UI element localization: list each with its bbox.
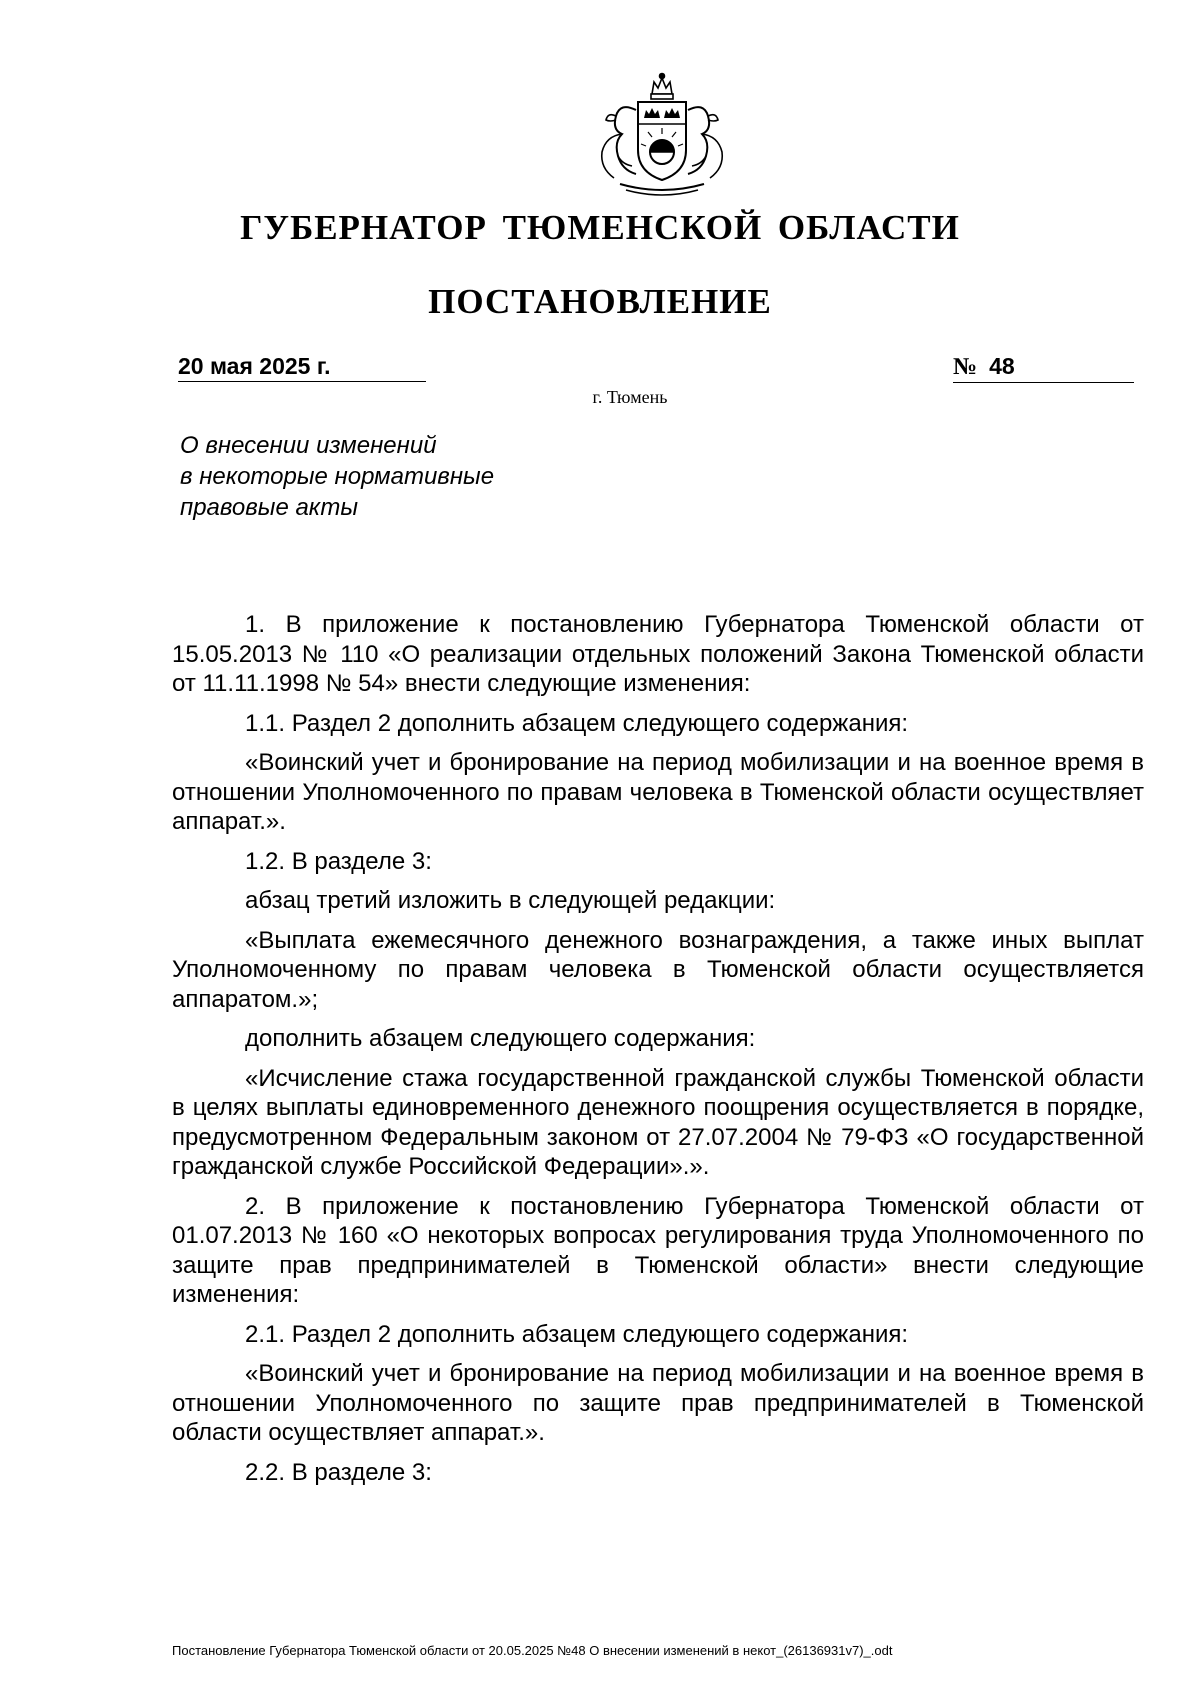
body-paragraph: 1.1. Раздел 2 дополнить абзацем следующего содержания: [245,709,909,737]
body-paragraph: «Выплата ежемесячного денежного вознаграждения, а также иных выплат Уполномоченному по правам человека в Тюменской области осуществляется аппаратом.»; [172,926,1144,1013]
body-paragraph: 2. В приложение к постановлению Губернатора Тюменской области от 01.07.2013 № 160 «О некоторых вопросах регулирования труда Уполномоченного по защите прав предпринимателей в Тюменской области» внести следующие изменения: [172,1192,1144,1308]
document-type: ПОСТАНОВЛЕНИЕ [428,282,772,321]
body-paragraph: «Исчисление стажа государственной гражданской службы Тюменской области в целях выплаты единовременного денежного поощрения осуществляется в порядке, предусмотренном Федеральным законом от 27.07.2004 № 79-ФЗ «О государственной гражданской службе Российской Федерации».». [172,1064,1144,1180]
file-footer: Постановление Губернатора Тюменской области от 20.05.2025 №48 О внесении изменений в некот_(26136931v7)_.odt [172,1643,893,1658]
subject-line: в некоторые нормативные [180,463,495,490]
body-paragraph: «Воинский учет и бронирование на период мобилизации и на военное время в отношении Уполномоченного по правам человека в Тюменской области осуществляет аппарат.». [172,749,1144,835]
number-sign: № [953,354,978,380]
body-paragraph: абзац третий изложить в следующей редакции: [245,887,776,914]
body-paragraph: 2.1. Раздел 2 дополнить абзацем следующего содержания: [245,1320,909,1348]
coat-of-arms-icon [592,72,732,200]
body-paragraph: 1. В приложение к постановлению Губернатора Тюменской области от 15.05.2013 № 110 «О реализации отдельных положений Закона Тюменской области от 11.11.1998 № 54» внести следующие изменения: [172,611,1144,697]
body-paragraph: дополнить абзацем следующего содержания: [245,1025,756,1052]
document-date: 20 мая 2025 г. [178,353,426,382]
document-number-field [953,353,1134,383]
body-paragraph: 2.2. В разделе 3: [245,1458,432,1486]
body-paragraph: 1.2. В разделе 3: [245,847,432,875]
document-number: 48 [989,353,1015,379]
issuing-authority: ГУБЕРНАТОР ТЮМЕНСКОЙ ОБЛАСТИ [240,208,960,247]
subject-line: правовые акты [180,494,359,521]
subject-line: О внесении изменений [180,432,437,459]
document-body [172,610,1144,1497]
body-paragraph: «Воинский учет и бронирование на период мобилизации и на военное время в отношении Уполномоченного по защите прав предпринимателей в Тюменской области осуществляет аппарат.». [172,1360,1144,1446]
document-city: г. Тюмень [592,387,668,407]
document-subject [180,430,600,523]
